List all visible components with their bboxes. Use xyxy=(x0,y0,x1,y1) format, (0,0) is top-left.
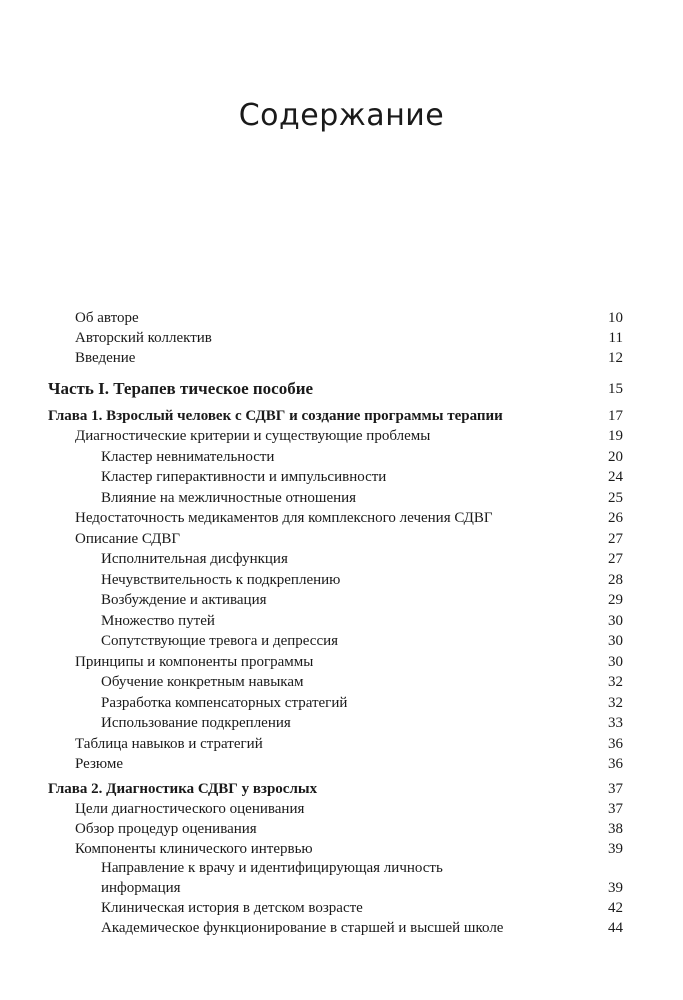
toc-entry-page: 29 xyxy=(608,592,623,608)
toc-entry-page: 11 xyxy=(608,330,623,346)
toc-entry-page: 44 xyxy=(608,920,623,936)
toc-entry-text: Множество путей xyxy=(101,613,215,629)
toc-entry-text: Резюме xyxy=(75,756,124,772)
toc-entry-page: 36 xyxy=(608,736,623,752)
toc-entry-text: Часть I. Терапев тическое пособие xyxy=(48,379,314,398)
toc-entry-page: 20 xyxy=(608,449,623,465)
toc-entry-page: 24 xyxy=(608,469,623,485)
toc-entry-page: 32 xyxy=(608,674,623,690)
toc-entry-text: Диагностические критерии и существующие проблемы xyxy=(75,428,431,444)
toc-entry-text: Таблица навыков и стратегий xyxy=(75,736,263,752)
toc-entry-text: Использование подкрепления xyxy=(101,715,291,731)
toc-entry-text: Направление к врачу и идентифицирующая личность xyxy=(101,860,443,876)
toc-entry-text: Возбуждение и активация xyxy=(101,592,267,608)
toc-entry-text: Цели диагностического оценивания xyxy=(75,801,305,817)
toc-entry-page: 39 xyxy=(608,880,623,896)
toc-entry-text: Кластер невнимательности xyxy=(101,449,275,465)
toc-entry-page: 30 xyxy=(608,613,623,629)
toc-entry-page: 42 xyxy=(608,900,623,916)
toc-entry-text: Кластер гиперактивности и импульсивности xyxy=(101,469,387,485)
toc-entry-page: 33 xyxy=(608,715,623,731)
toc-entry-page: 32 xyxy=(608,695,623,711)
toc-entry-text: Принципы и компоненты программы xyxy=(75,654,314,670)
toc-entry-page: 19 xyxy=(608,428,623,444)
toc-entry-text: Глава 1. Взрослый человек с СДВГ и создание программы терапии xyxy=(48,408,503,424)
toc-entry-text: Влияние на межличностные отношения xyxy=(101,490,357,506)
toc-entry-page: 27 xyxy=(608,531,623,547)
toc-entry-text: Клиническая история в детском возрасте xyxy=(101,900,363,916)
toc-entry-page: 39 xyxy=(608,841,623,857)
toc-entry-page: 15 xyxy=(608,381,623,397)
toc-entry-text: Авторский коллектив xyxy=(75,330,212,346)
toc-entry-text: Обучение конкретным навыкам xyxy=(101,674,304,690)
toc-entry-page: 37 xyxy=(608,801,623,817)
page-title: Содержание xyxy=(238,98,445,133)
toc-entry-text: Академическое функционирование в старшей и высшей школе xyxy=(101,920,504,936)
toc-entry-page: 27 xyxy=(608,551,623,567)
toc-entry-text: Об авторе xyxy=(75,310,139,326)
toc-entry-page: 25 xyxy=(608,490,623,506)
toc-entry-page: 26 xyxy=(608,510,623,526)
toc-entry-text: информация xyxy=(101,880,181,896)
toc-entry-page: 28 xyxy=(608,572,623,588)
toc-entry-text: Введение xyxy=(75,350,136,366)
toc-entry-text: Разработка компенсаторных стратегий xyxy=(101,695,348,711)
toc-entry-text: Обзор процедур оценивания xyxy=(75,821,257,837)
toc-entry-page: 36 xyxy=(608,756,623,772)
toc-entry-page: 38 xyxy=(608,821,623,837)
toc-entry-text: Компоненты клинического интервью xyxy=(75,841,313,857)
toc-entry-text: Глава 2. Диагностика СДВГ у взрослых xyxy=(48,781,318,797)
toc-entry-page: 17 xyxy=(608,408,623,424)
toc-entry-text: Недостаточность медикаментов для комплексного лечения СДВГ xyxy=(75,510,493,526)
toc-entry-text: Сопутствующие тревога и депрессия xyxy=(101,633,339,649)
toc-entry-text: Исполнительная дисфункция xyxy=(101,551,288,567)
toc-entry-text: Нечувствительность к подкреплению xyxy=(101,572,341,588)
toc-entry-page: 37 xyxy=(608,781,623,797)
toc-entry-page: 30 xyxy=(608,654,623,670)
toc-entry-text: Описание СДВГ xyxy=(75,531,181,547)
toc-entry-page: 30 xyxy=(608,633,623,649)
toc-entry-page: 10 xyxy=(608,310,623,326)
toc-entry-page: 12 xyxy=(608,350,623,366)
